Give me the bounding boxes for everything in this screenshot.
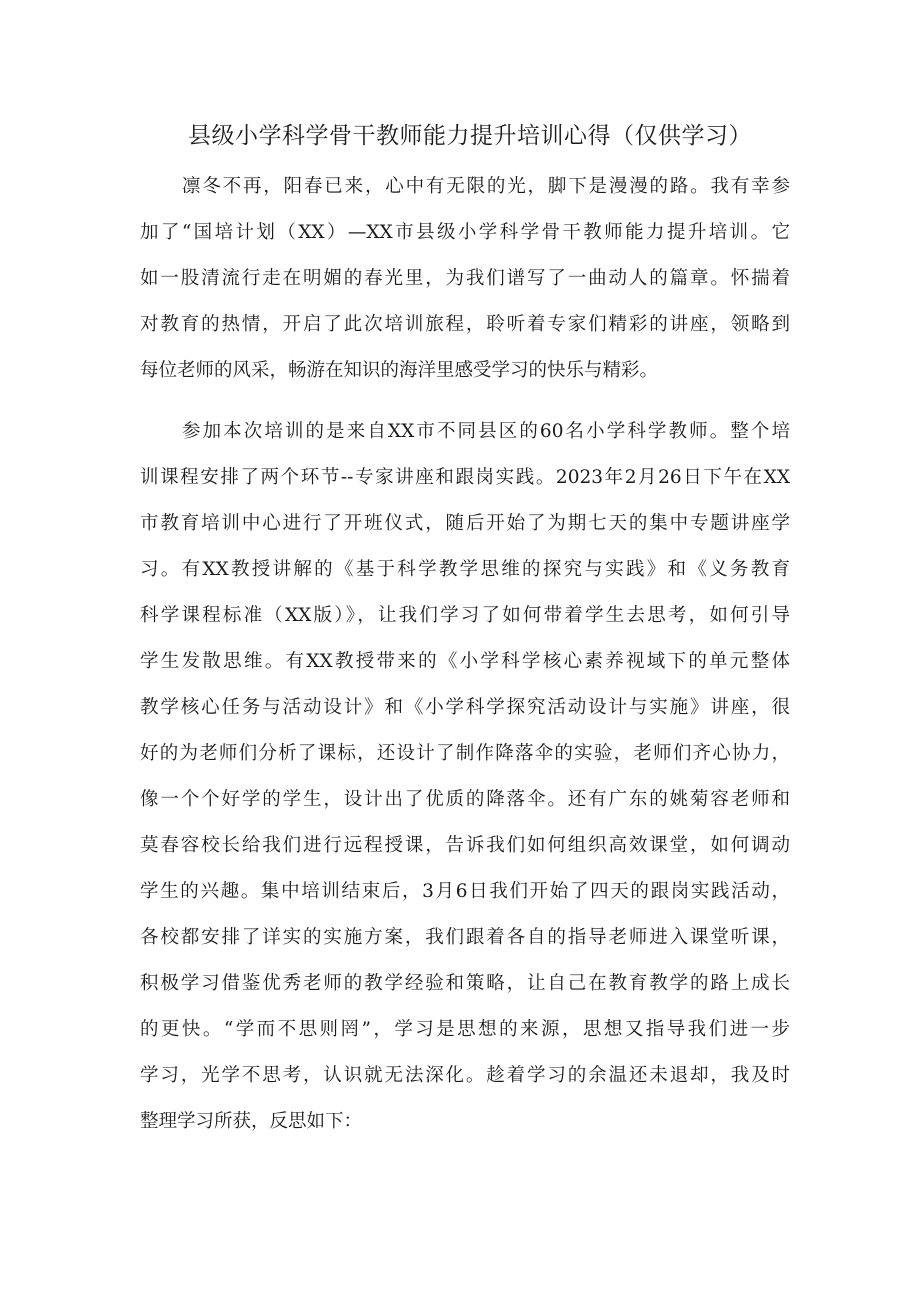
- paragraph-2-line-12: 各校都安排了详实的实施方案，我们跟着各自的指导老师进入课堂听课，: [140, 927, 790, 948]
- paragraph-2-line-14: 的更快。“学而不思则罔”，学习是思想的来源，思想又指导我们进一步: [140, 1019, 790, 1040]
- paragraph-2-line-16: 整理学习所获，反思如下：: [140, 1111, 363, 1132]
- paragraph-2-line-1: 参加本次培训的是来自XX市不同县区的60名小学科学教师。整个培: [182, 421, 790, 442]
- paragraph-2-line-2: 训课程安排了两个环节--专家讲座和跟岗实践。2023年2月26日下午在XX: [140, 467, 790, 488]
- document-title: 县级小学科学骨干教师能力提升培训心得（仅供学习）: [188, 123, 752, 149]
- paragraph-1-line-5: 每位老师的风采，畅游在知识的海洋里感受学习的快乐与精彩。: [140, 360, 659, 381]
- paragraph-1-line-1: 凛冬不再，阳春已来，心中有无限的光，脚下是漫漫的路。我有幸参: [182, 176, 790, 197]
- paragraph-1-line-4: 对教育的热情，开启了此次培训旅程，聆听着专家们精彩的讲座，领略到: [140, 314, 790, 335]
- paragraph-2-line-5: 科学课程标准（XX版）》，让我们学习了如何带着学生去思考，如何引导: [140, 605, 790, 626]
- paragraph-2-line-13: 积极学习借鉴优秀老师的教学经验和策略，让自己在教育教学的路上成长: [140, 973, 790, 994]
- paragraph-1-line-2: 加了“国培计划（XX）—XX市县级小学科学骨干教师能力提升培训。它: [140, 222, 790, 243]
- paragraph-2-line-9: 像一个个好学的学生，设计出了优质的降落伞。还有广东的姚菊容老师和: [140, 789, 790, 810]
- paragraph-2-line-7: 教学核心任务与活动设计》和《小学科学探究活动设计与实施》讲座，很: [140, 697, 790, 718]
- paragraph-2-line-3: 市教育培训中心进行了开班仪式，随后开始了为期七天的集中专题讲座学: [140, 513, 790, 534]
- paragraph-2-line-8: 好的为老师们分析了课标，还设计了制作降落伞的实验，老师们齐心协力，: [140, 743, 790, 764]
- paragraph-2-line-11: 学生的兴趣。集中培训结束后，3月6日我们开始了四天的跟岗实践活动，: [140, 881, 790, 902]
- paragraph-2-line-10: 莫春容校长给我们进行远程授课，告诉我们如何组织高效课堂，如何调动: [140, 835, 790, 856]
- paragraph-1-line-3: 如一股清流行走在明媚的春光里，为我们谱写了一曲动人的篇章。怀揣着: [140, 268, 790, 289]
- paragraph-2-line-6: 学生发散思维。有XX教授带来的《小学科学核心素养视域下的单元整体: [140, 651, 790, 672]
- paragraph-2-line-4: 习。有XX教授讲解的《基于科学教学思维的探究与实践》和《义务教育: [140, 559, 790, 580]
- paragraph-2-line-15: 学习，光学不思考，认识就无法深化。趁着学习的余温还未退却，我及时: [140, 1065, 790, 1086]
